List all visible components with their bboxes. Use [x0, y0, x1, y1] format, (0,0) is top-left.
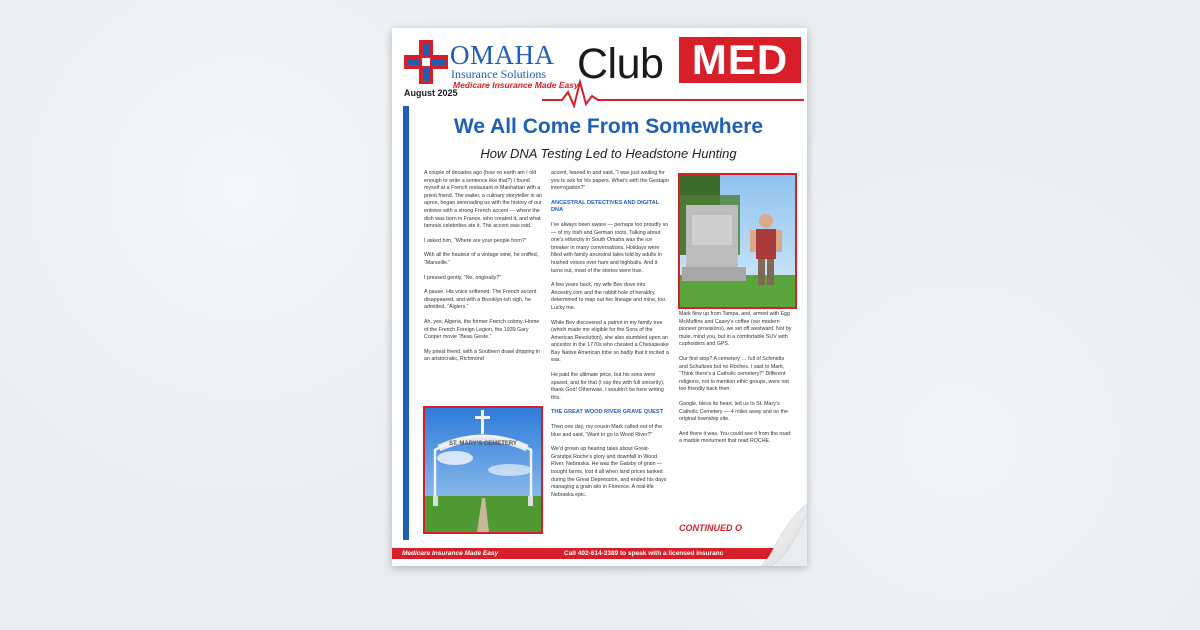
- article-subheadline: How DNA Testing Led to Headstone Hunting: [480, 146, 737, 161]
- paragraph: I asked him, “Where are your people from?”: [424, 237, 527, 244]
- continued-label: CONTINUED O: [679, 523, 742, 533]
- cemetery-gate-photo: [423, 406, 543, 534]
- article-column-3: [679, 311, 794, 453]
- article-column-1: [424, 170, 542, 371]
- heartbeat-line-icon: [542, 78, 804, 108]
- logo-name: OMAHA: [450, 40, 555, 70]
- article-column-2: [551, 170, 669, 506]
- paragraph: My priest friend, with a Southern drawl dripping in an aristocratic, Richmond: [424, 348, 540, 363]
- paragraph: And there it was. You could see it from the road: a marble monument that read ROCHE.: [679, 430, 792, 445]
- masthead-med: MED: [691, 36, 789, 83]
- masthead-med-box: [679, 37, 801, 83]
- arch-sign-text: ST. MARY'S CEMETERY: [449, 441, 517, 447]
- paragraph: Ah, yes, Algeria, the former French colony. Home of the French Foreign Legion, the 1939 Gary Cooper movie “Beau Geste.”: [424, 318, 540, 341]
- paragraph: accent, leaned in and said, “I was just waiting for you to ask for his papers. What’s with the Gestapo interrogation?”: [551, 170, 669, 192]
- masthead-club: Club: [577, 40, 664, 88]
- paragraph: Our first stop? A cemetery … full of Schmidts and Schultzes but no Roches. I said to Mark, “Think there’s a Catholic cemetery?” Different religions, not to mention ethic groups, were not too friendly back then.: [679, 355, 789, 393]
- paragraph: He paid the ultimate price, but his sons were spared, and for that (I say this with full sincerity), thank God! Otherwise, I wouldn’t be here writing this.: [551, 372, 665, 401]
- footer-tagline: Medicare Insurance Made Easy: [402, 550, 499, 557]
- paragraph: I pressed gently, “No, originally?”: [424, 274, 502, 281]
- article-headline: We All Come From Somewhere: [453, 115, 764, 138]
- logo-tagline: Medicare Insurance Made Easy: [453, 80, 579, 90]
- paragraph: While Bev discovered a patriot in my family tree (which made me eligible for the Sons of the American Revolution), she also stumbled upon an ancestor in the 1770s who cheated a Chesapeake Bay Native American tribe so badly that it incited a war.: [551, 319, 669, 364]
- footer-phone: Call 402-614-3389 to speak with a licensed insuranc: [564, 550, 724, 557]
- accent-bar: [403, 106, 409, 540]
- medical-cross-icon: [404, 40, 448, 84]
- paragraph: I’ve always been aware — perhaps too proudly so — of my Irish and German roots. Talking about one’s ethnicity in South Omaha was the ice breaker in many conversations. Holidays were filled with family ancestral tales told by adults in hushed voices over ham and highballs. And it turns out, most of the stories were true.: [551, 221, 669, 274]
- page-curl: [744, 498, 807, 566]
- paragraph: A few years back, my wife Bev dove into Ancestry.com and the rabbit hole of heraldry, determined to map out her lineage and mine, too. Lucky me.: [551, 282, 667, 311]
- newsletter-page: [392, 28, 807, 566]
- paragraph: Google, bless its heart, led us to St. Mary’s Catholic Cemetery — 4 miles away and on the original township site.: [679, 400, 788, 423]
- headstone-photo: [678, 173, 797, 309]
- logo-subtitle: Insurance Solutions: [451, 67, 546, 81]
- paragraph: A couple of decades ago (how on earth am I old enough to write a sentence like that?) I found myself at a French restaurant in Manhattan with a priest friend. The waiter, a culinary storyteller in an apron, began serenading us with the history of our entrées with a strong French accent — where the dish was born in France, who created it, and what famous celebrities ate it. The accent was odd.: [424, 170, 542, 230]
- paragraph: We’d grown up hearing tales about Great-Grandpa Roche’s glory and downfall in Wood River, Nebraska. He was the Gatsby of grain — bought farms, lost it all when land prices tanked during the Great Depression, and ended his days managing a grain silo in Florence. A real-life Nebraska epic.: [551, 446, 667, 498]
- section-heading: THE GREAT WOOD RIVER GRAVE QUEST: [551, 409, 663, 416]
- paragraph: A pause. His voice softened. The French accent disappeared, and with a Brooklyn-ish sigh, he admitted, “Algiers.”: [424, 289, 537, 311]
- paragraph: Then one day, my cousin Mark called out of the blue and said, “Want to go to Wood River?”: [551, 424, 662, 438]
- paragraph: Mark flew up from Tampa, and, armed with Egg McMuffins and Casey’s coffee (our modern pioneer provisions), we set off westward. Not by mule, mind you, but in a comfortable SUV with cupholders and GPS.: [679, 311, 792, 348]
- issue-date: August 2025: [404, 88, 458, 98]
- paragraph: With all the hauteur of a vintage wine, he sniffed, “Marseille.”: [424, 252, 539, 266]
- section-heading: ANCESTRAL DETECTIVES AND DIGITAL DNA: [551, 199, 659, 214]
